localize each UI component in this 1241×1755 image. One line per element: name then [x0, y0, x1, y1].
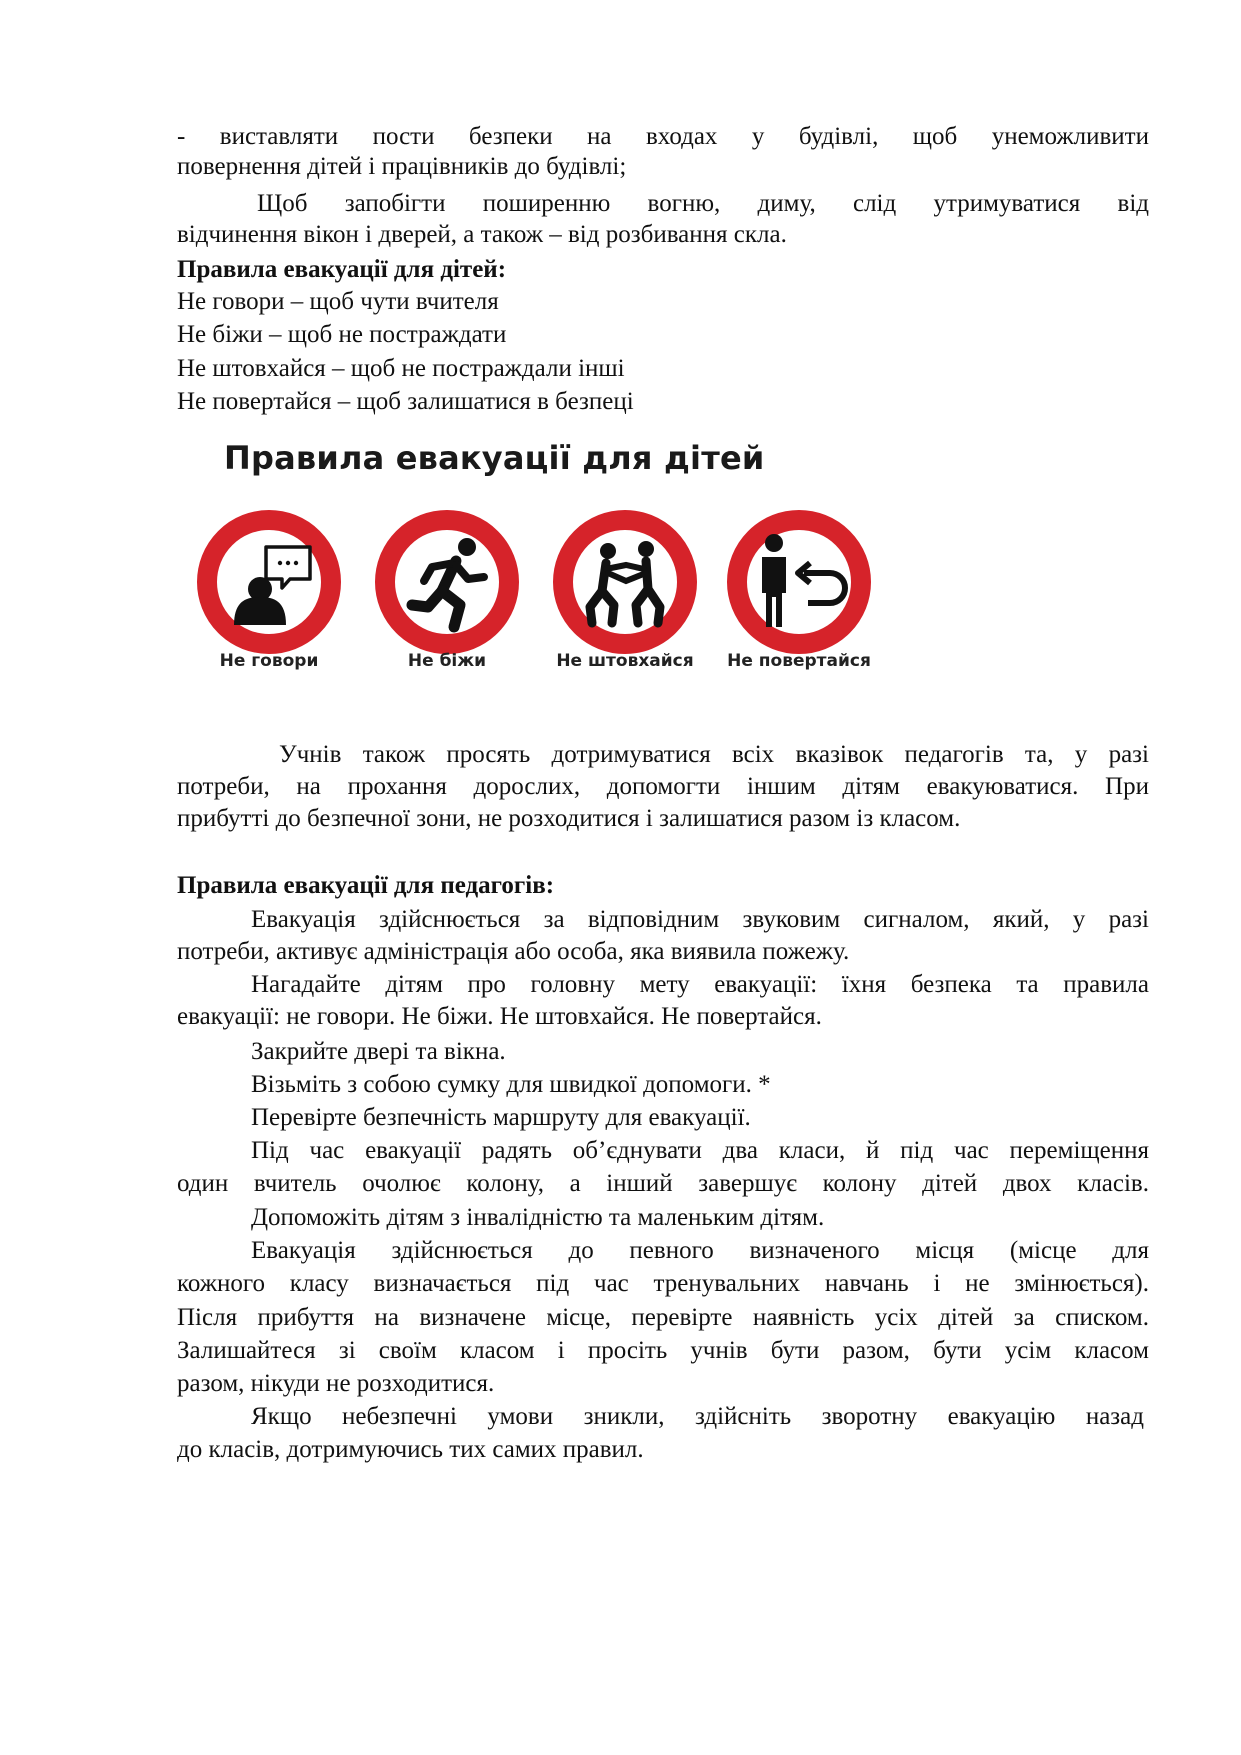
no-pushing-icon	[550, 507, 700, 657]
text-line: Закрийте двері та вікна.	[251, 1038, 506, 1065]
children-rule: Не говори – щоб чути вчителя	[177, 288, 499, 315]
text-line: відчинення вікон і дверей, а також – від розбивання скла.	[177, 221, 787, 248]
text-line: разом, нікуди не розходитися.	[177, 1370, 495, 1397]
sign-caption: Не штовхайся	[556, 651, 694, 671]
text-line: Візьміть з собою сумку для швидкої допомоги. *	[251, 1071, 771, 1098]
text-line: потреби, активує адміністрація або особа, яка виявила пожежу.	[177, 938, 850, 965]
no-running-icon	[372, 507, 522, 657]
children-rule: Не штовхайся – щоб не постраждали інші	[177, 355, 625, 382]
children-rules-heading: Правила евакуації для дітей:	[177, 256, 507, 283]
text-line: Щоб запобігти поширенню вогню, диму, слід утримуватися від	[257, 190, 1149, 217]
no-turning-back-icon	[724, 507, 874, 657]
no-talking-icon	[194, 507, 344, 657]
text-line: до класів, дотримуючись тих самих правил.	[177, 1436, 644, 1463]
sign-caption: Не повертайся	[727, 651, 871, 671]
text-line: Після прибуття на визначене місце, перевірте наявність усіх дітей за списком.	[177, 1304, 1149, 1331]
infographic-title: Правила евакуації для дітей	[224, 439, 765, 477]
text-line: потреби, на прохання дорослих, допомогти іншим дітям евакуюватися. При	[177, 773, 1149, 800]
text-line: один вчитель очолює колону, а інший завершує колону дітей двох класів.	[177, 1170, 1149, 1197]
text-line: Залишайтеся зі своїм класом і просіть учнів бути разом, бути усім класом	[177, 1337, 1149, 1364]
sign-caption: Не говори	[219, 651, 319, 671]
text-line: Допоможіть дітям з інвалідністю та маленьким дітям.	[251, 1204, 825, 1231]
text-line: Нагадайте дітям про головну мету евакуації: їхня безпека та правила	[251, 971, 1149, 998]
sign-caption: Не біжи	[407, 651, 487, 671]
text-line: прибутті до безпечної зони, не розходитися і залишатися разом із класом.	[177, 805, 961, 832]
text-line: Учнів також просять дотримуватися всіх вказівок педагогів та, у разі	[279, 741, 1149, 768]
text-line: Евакуація здійснюється до певного визначеного місця (місце для	[251, 1237, 1149, 1264]
evacuation-rules-infographic	[190, 425, 920, 695]
teachers-rules-heading: Правила евакуації для педагогів:	[177, 872, 555, 899]
text-line: Евакуація здійснюється за відповідним звуковим сигналом, який, у разі	[251, 906, 1149, 933]
text-line: Під час евакуації радять об’єднувати два класи, й під час переміщення	[251, 1137, 1149, 1164]
children-rule: Не повертайся – щоб залишатися в безпеці	[177, 388, 634, 415]
text-line: Якщо небезпечні умови зникли, здійсніть зворотну евакуацію назад	[251, 1403, 1144, 1430]
text-line: Перевірте безпечність маршруту для евакуації.	[251, 1104, 751, 1131]
text-line: - виставляти пости безпеки на входах у будівлі, щоб унеможливити	[177, 123, 1149, 150]
children-rule: Не біжи – щоб не постраждати	[177, 321, 507, 348]
text-line: кожного класу визначається під час тренувальних навчань і не змінюється).	[177, 1270, 1149, 1297]
text-line: евакуації: не говори. Не біжи. Не штовхайся. Не повертайся.	[177, 1003, 822, 1030]
text-line: повернення дітей і працівників до будівлі;	[177, 153, 627, 180]
